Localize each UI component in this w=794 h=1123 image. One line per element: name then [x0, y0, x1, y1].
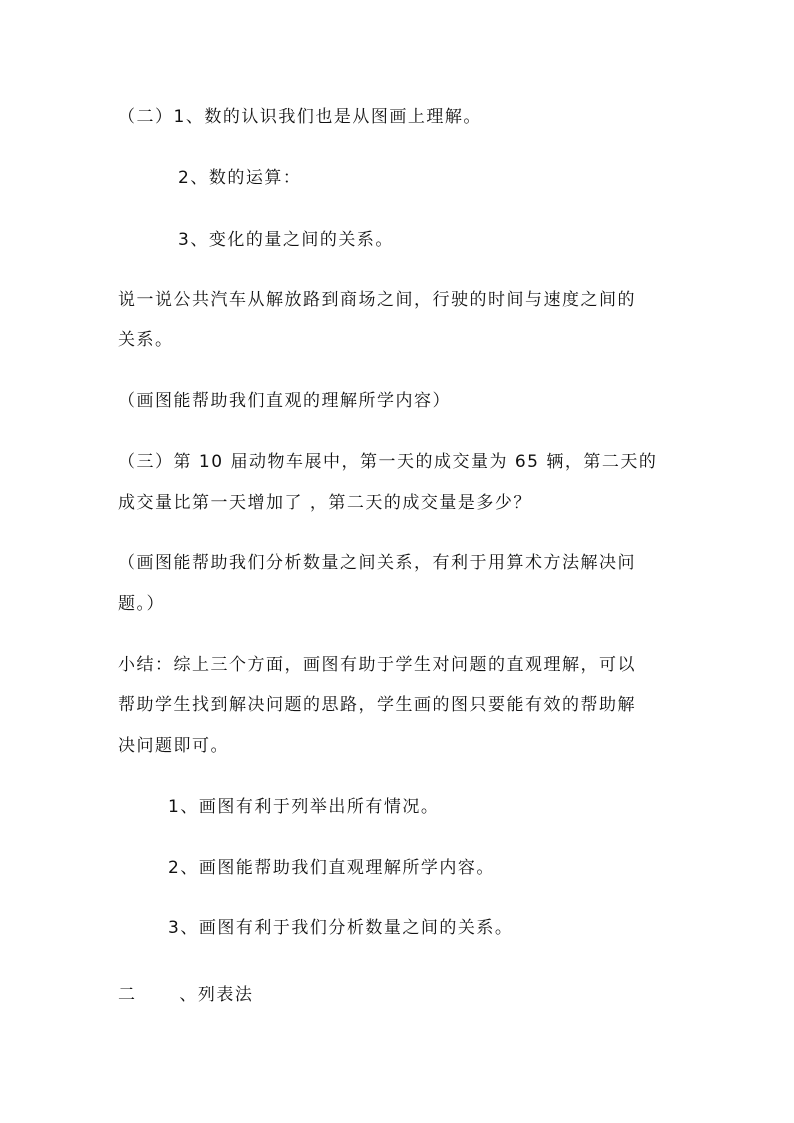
- list-item: 2、画图能帮助我们直观理解所学内容。: [168, 858, 495, 878]
- paragraph-line: （画图能帮助我们分析数量之间关系，有利于用算术方法解决问: [118, 553, 636, 573]
- paragraph-line: 决问题即可。: [118, 736, 229, 756]
- paragraph-line: （二）1、数的认识我们也是从图画上理解。: [118, 107, 482, 127]
- section-heading: [118, 985, 253, 1005]
- paragraph-line: 关系。: [118, 330, 174, 350]
- section-number: 二: [118, 985, 137, 1005]
- paragraph-line: （画图能帮助我们直观的理解所学内容）: [118, 391, 451, 411]
- list-item: 3、画图有利于我们分析数量之间的关系。: [168, 918, 514, 938]
- paragraph-line: 帮助学生找到解决问题的思路，学生画的图只要能有效的帮助解: [118, 695, 636, 715]
- paragraph-line: （三）第 10 届动物车展中，第一天的成交量为 65 辆，第二天的: [118, 452, 658, 472]
- paragraph-line: 3、变化的量之间的关系。: [178, 230, 394, 250]
- paragraph-line: 小结：综上三个方面，画图有助于学生对问题的直观理解，可以: [118, 655, 636, 675]
- list-item: 1、画图有利于列举出所有情况。: [168, 797, 440, 817]
- paragraph-line: 成交量比第一天增加了 ，第二天的成交量是多少？: [118, 493, 532, 513]
- paragraph-line: 题。）: [118, 594, 165, 614]
- paragraph-line: 2、数的运算：: [178, 168, 302, 188]
- paragraph-line: 说一说公共汽车从解放路到商场之间，行驶的时间与速度之间的: [118, 290, 636, 310]
- section-title: 、列表法: [179, 985, 254, 1005]
